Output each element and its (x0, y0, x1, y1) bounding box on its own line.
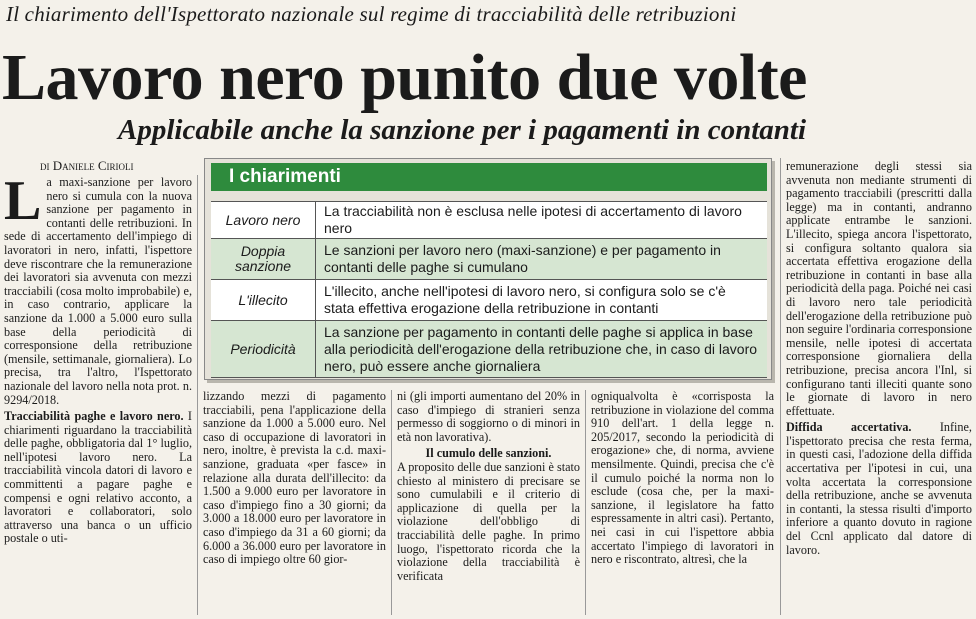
infobox-row (211, 238, 767, 279)
column-3 (397, 390, 580, 583)
subheadline: Applicabile anche la sanzione per i pagamenti in contanti (118, 114, 806, 146)
infobox-row-label: Lavoro nero (211, 202, 315, 238)
column-2 (203, 390, 386, 567)
column-2-paragraph-1: lizzando mezzi di pagamento tracciabili, pena l'applicazione della sanzione da 1.000 a 5.000 euro. Nel caso di occupazione di lavoratori in nero, inoltre, è prevista la c.d. maxi-sanzione, graduata «per fasce» in relazione alla durata dell'illecito: da 1.500 a 9.000 euro per lavoratore in caso d'impiego fino a 30 giorni; da 3.000 a 18.000 euro per lavoratore in caso d'impiego da 31 a 60 giorni; da 6.000 a 36.000 euro per lavoratore in caso di impiego oltre 60 gior- (203, 389, 386, 567)
column-divider (780, 158, 781, 615)
column-5 (786, 160, 972, 557)
byline: di Daniele Cirioli (40, 158, 134, 173)
column-3-paragraph-1: ni (gli importi aumentano del 20% in caso d'impiego di stranieri senza permesso di soggiorno o di minori in età non lavorativa). (397, 389, 580, 444)
column-divider (197, 175, 198, 615)
infobox-row-text: Le sanzioni per lavoro nero (maxi-sanzione) e per pagamento in contanti delle paghe si cumulano (315, 239, 767, 279)
infobox (204, 158, 772, 380)
infobox-row-text: La sanzione per pagamento in contanti delle paghe si applica in base alla periodicità dell'erogazione della retribuzione che, in caso di lavoro nero, può essere anche giornaliera (315, 321, 767, 377)
infobox-row-label: Periodicità (211, 321, 315, 377)
infobox-title: I chiarimenti (211, 163, 767, 191)
column-1-paragraph-1: a maxi-sanzione per lavoro nero si cumula con la nuova sanzione per pagamento in contanti delle retribuzioni. In sede di accertamento dell'impiego di lavoratori in nero, infatti, l'ispettore deve riscontrare che la remunerazione dei lavoratori sia avvenuta con mezzi tracciabili (cosa molto improbabile) e, in caso contrario, applicare la sanzione da 1.000 a 5.000 euro sulla base della periodicità di corresponsione della retribuzione (mensile, settimanale, giornaliera). Lo precisa, tra l'altro, l'Ispettorato nazionale del lavoro nella nota prot. n. 9294/2018. (4, 175, 192, 407)
column-divider (585, 390, 586, 615)
infobox-row-text: L'illecito, anche nell'ipotesi di lavoro nero, si configura solo se c'è stata effettiva erogazione della retribuzione in contanti (315, 280, 767, 320)
column-5-subheading: Diffida accertativa. (786, 420, 912, 435)
column-divider (391, 390, 392, 615)
infobox-row (211, 279, 767, 320)
column-5-paragraph-1: remunerazione degli stessi sia avvenuta non mediante strumenti di pagamento tracciabili (prescritti dalla legge) ma in contanti, andranno applicate entrambe le sanzioni. L'illecito, spiega ancora l'ispettorato, si configura soltanto qualora sia accertata effettiva erogazione della retribuzione in contanti in base alla periodicità della paga. Poiché nei casi di lavoro nero tale periodicità dell'erogazione della retribuzione può non seguire l'ordinaria corresponsione mensile, nelle ipotesi di accertata corresponsione giornaliera della retribuzione, precisa ancora l'Inl, si configurano tanti illeciti quante sono le giornate di lavoro in nero effettuate. (786, 159, 972, 418)
column-1-paragraph-2: I chiarimenti riguardano la tracciabilità delle paghe, obbligatoria dal 1° luglio, nell'ipotesi lavoro nero. La tracciabilità vincola datori di lavoro e committenti a pagare paghe e compensi e ogni relativo acconto, a lavoratori e collaboratori, solo attraverso una banca o un ufficio postale o uti- (4, 409, 192, 546)
dropcap: L (4, 170, 42, 232)
kicker: Il chiarimento dell'Ispettorato nazionale sul regime di tracciabilità delle retribuzioni (6, 2, 737, 26)
column-3-subheading: Il cumulo delle sanzioni. (425, 446, 552, 461)
infobox-row-label: L'illecito (211, 280, 315, 320)
infobox-row-text: La tracciabilità non è esclusa nelle ipotesi di accertamento di lavoro nero (315, 202, 767, 238)
column-4-paragraph-1: ogniqualvolta è «corrisposta la retribuzione in violazione del comma 910 dell'art. 1 della legge n. 205/2017, secondo la periodicità di erogazione» che, di norma, avviene mensilmente. Quindi, precisa che c'è il cumulo poiché la norma non lo esclude (cosa che, per la maxi-sanzione, il legislatore ha fatto espressamente in altri casi). Pertanto, nei casi in cui l'ispettore abbia accertato l'impiego di lavoratori in nero e riscontrato, altresì, che la (591, 389, 774, 567)
column-1 (4, 170, 192, 546)
infobox-row-label: Doppia sanzione (211, 239, 315, 279)
infobox-row (211, 201, 767, 238)
column-1-subheading: Tracciabilità paghe e lavoro nero. (4, 409, 184, 424)
headline: Lavoro nero punito due volte (2, 41, 807, 114)
column-5-paragraph-2: Infine, l'ispettorato precisa che resta ferma, in questi casi, l'adozione della diffida accertativa per l'ipotesi in cui, una volta accertata la corresponsione della retribuzione, anche se avvenuta in contanti, la stessa risulti d'importo inferiore a quanto dovuto in ragione del Ccnl applicato dal datore di lavoro. (786, 420, 972, 557)
infobox-row (211, 320, 767, 378)
column-3-paragraph-2: A proposito delle due sanzioni è stato chiesto al ministero di precisare se sono cumulabili e il criterio di applicazione di quella per la violazione dell'obbligo di tracciabilità delle paghe. In primo luogo, l'ispettorato ricorda che la violazione della tracciabilità è verificata (397, 459, 580, 583)
column-4 (591, 390, 774, 567)
